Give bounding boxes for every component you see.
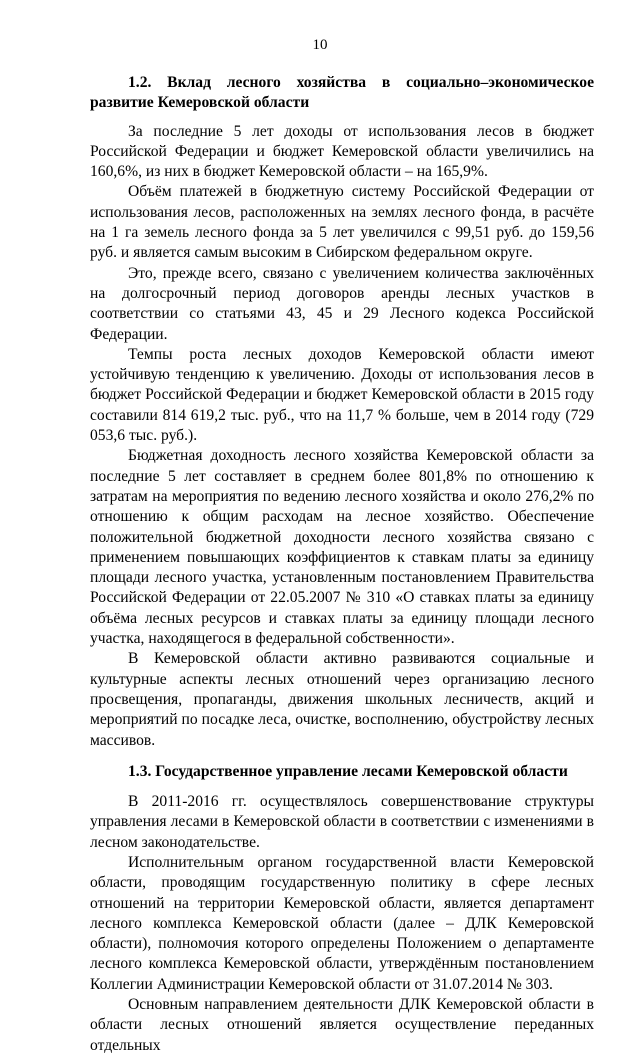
- page-number: 10: [312, 37, 328, 53]
- section-heading-1-3: 1.3. Государственное управление лесами Кемеровской области: [128, 762, 568, 780]
- paragraph: За последние 5 лет доходы от использования лесов в бюджет Российской Федерации и бюджет Кемеровской области увеличились на 160,6%, из них в бюджет Кемеровской области – на 165,9%.: [90, 122, 594, 181]
- paragraph: Объём платежей в бюджетную систему Российской Федерации от использования лесов, расположенных на землях лесного фонда, в расчёте на 1 га земель лесного фонда за 5 лет увеличился с 99,51 руб. до 159,56 руб. и является самым высоким в Сибирском федеральном округе.: [90, 183, 594, 262]
- section-heading-1-2: 1.2. Вклад лесного хозяйства в социально–экономическое развитие Кемеровской области: [90, 74, 594, 112]
- paragraph: В 2011-2016 гг. осуществлялось совершенствование структуры управления лесами в Кемеровской области в соответствии с изменениями в лесном законодательстве.: [90, 793, 594, 851]
- paragraph: Исполнительным органом государственной власти Кемеровской области, проводящим государственную политику в сфере лесных отношений на территории Кемеровской области, является департамент лесного комплекса Кемеровской области (далее – ДЛК Кемеровской области), полномочия которого определены Положением о департаменте лесного комплекса Кемеровской области, утверждённым постановлением Коллегии Администрации Кемеровской области от 31.07.2014 № 303.: [90, 853, 594, 993]
- paragraph: Бюджетная доходность лесного хозяйства Кемеровской области за последние 5 лет составляет в среднем более 801,8% по отношению к затратам на мероприятия по ведению лесного хозяйства и около 276,2% по отношению к общим расходам на лесное хозяйство. Обеспечение положительной бюджетной доходности лесного хозяйства связано с применением повышающих коэффициентов к ставкам платы за единицу площади лесного участка, установленным постановлением Правительства Российской Федерации от 22.05.2007 № 310 «О ставках платы за единицу объёма лесных ресурсов и ставках платы за единицу площади лесного участка, находящегося в федеральной собственности».: [90, 447, 594, 648]
- paragraph: Основным направлением деятельности ДЛК Кемеровской области в области лесных отношений является осуществление переданных отдельных: [90, 996, 594, 1054]
- paragraph: Это, прежде всего, связано с увеличением количества заключённых на долгосрочный период договоров аренды лесных участков в соответствии со статьями 43, 45 и 29 Лесного кодекса Российской Федерации.: [90, 264, 594, 343]
- paragraph: В Кемеровской области активно развиваются социальные и культурные аспекты лесных отношений через организацию лесного просвещения, пропаганды, движения школьных лесничеств, акций и мероприятий по посадке леса, очистке, восполнению, обустройству лесных массивов.: [90, 650, 594, 749]
- paragraph: Темпы роста лесных доходов Кемеровской области имеют устойчивую тенденцию к увеличению. Доходы от использования лесов в бюджет Российской Федерации и бюджет Кемеровской области в 2015 году составили 814 619,2 тыс. руб., что на 11,7 % больше, чем в 2014 году (729 053,6 тыс. руб.).: [90, 345, 594, 445]
- page-content: [90, 63, 594, 1056]
